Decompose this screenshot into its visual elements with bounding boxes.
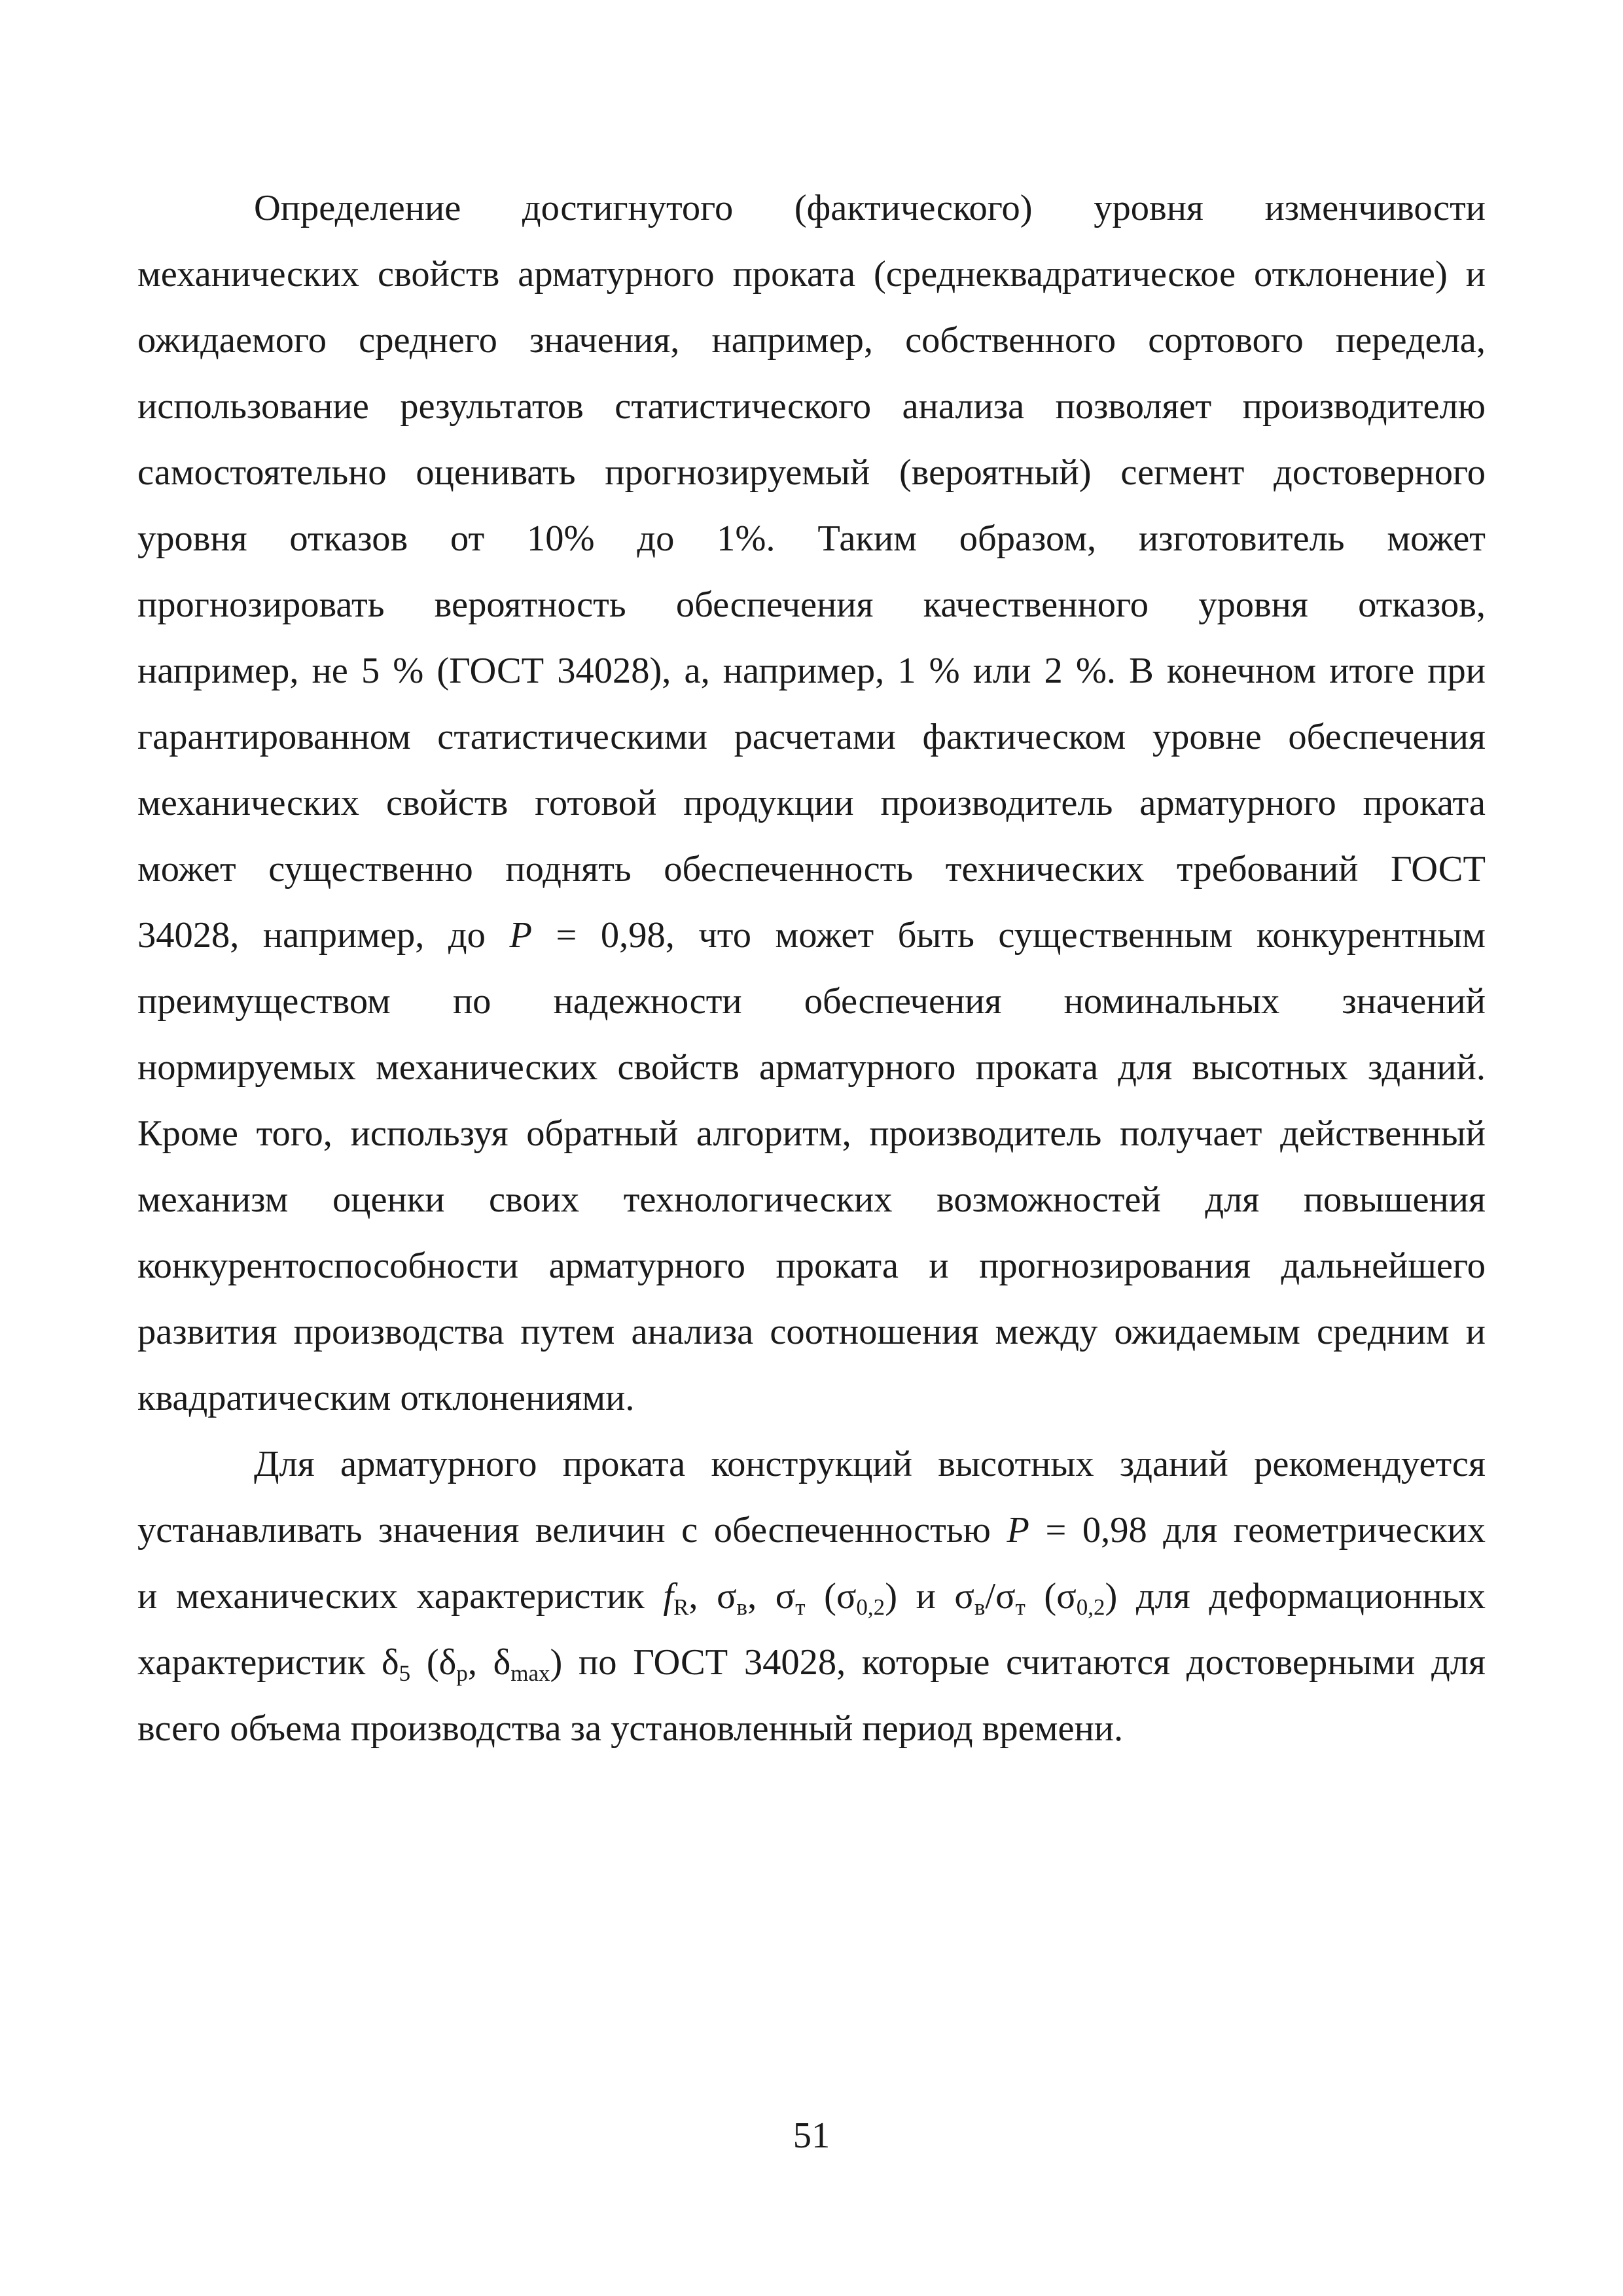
p1-line-5: самостоятельно оценивать прогнозируемый (вероятный) сегмент достоверного <box>137 452 1486 493</box>
p2-line-3-text: и механических характеристик <box>137 1576 664 1617</box>
p2-line-3-tail: ) для деформационных <box>1105 1576 1486 1617</box>
p1-line-10: механических свойств готовой продукции производитель арматурного проката <box>137 783 1486 823</box>
p1-line-15: Кроме того, используя обратный алгоритм, производитель получает действенный <box>137 1113 1486 1154</box>
sigma-text: , σ <box>747 1576 796 1617</box>
p1-line-8: например, не 5 % (ГОСТ 34028), а, например, 1 % или 2 %. В конечном итоге при <box>137 651 1486 691</box>
sigma-subscript: т <box>1015 1594 1026 1620</box>
probability-variable: P <box>1007 1510 1029 1551</box>
p1-line-11: может существенно поднять обеспеченность технических требований ГОСТ <box>137 849 1486 889</box>
page-number: 51 <box>793 2115 830 2156</box>
p1-line-13: преимуществом по надежности обеспечения номинальных значений <box>137 981 1486 1022</box>
p2-line-2-text-a: устанавливать значения величин с обеспеченностью <box>137 1510 991 1551</box>
p1-line-1: Определение достигнутого (фактического) уровня изменчивости <box>254 188 1486 228</box>
p1-line-19: квадратическим отклонениями. <box>137 1378 635 1418</box>
p1-line-14: нормируемых механических свойств арматурного проката для высотных зданий. <box>137 1047 1486 1088</box>
delta-subscript: 5 <box>399 1660 411 1686</box>
p2-line-2-text-b: = 0,98 для геометрических <box>1045 1510 1486 1551</box>
sigma-text: /σ <box>985 1576 1016 1617</box>
p1-line-9: гарантированном статистическими расчетами фактическом уровне обеспечения <box>137 717 1486 757</box>
p1-line-16: механизм оценки своих технологических возможностей для повышения <box>137 1179 1486 1220</box>
p2-line-3 <box>137 1564 1486 1630</box>
delta-text: (δ <box>410 1642 457 1683</box>
delta-text: , δ <box>467 1642 511 1683</box>
p2-line-1: Для арматурного проката конструкций высотных зданий рекомендуется <box>254 1444 1486 1484</box>
p2-line-4-tail: ) по ГОСТ 34028, которые считаются достоверными для <box>550 1642 1486 1683</box>
sigma-subscript: в <box>974 1594 986 1620</box>
strength-symbol: f <box>663 1576 674 1617</box>
sigma-subscript: 0,2 <box>1076 1594 1105 1620</box>
p1-line-17: конкурентоспособности арматурного проката и прогнозирования дальнейшего <box>137 1246 1486 1286</box>
p2-line-4 <box>137 1630 1486 1696</box>
p1-line-3: ожидаемого среднего значения, например, собственного сортового передела, <box>137 320 1486 361</box>
p2-line-5: всего объема производства за установленный период времени. <box>137 1708 1124 1749</box>
sigma-subscript: т <box>795 1594 806 1620</box>
p1-line-12 <box>137 903 1486 969</box>
sigma-subscript: 0,2 <box>856 1594 885 1620</box>
p1-line-18: развития производства путем анализа соотношения между ожидаемым средним и <box>137 1312 1486 1352</box>
delta-text: характеристик δ <box>137 1642 399 1683</box>
p1-line-12-text-a: 34028, например, до <box>137 915 486 956</box>
p1-line-2: механических свойств арматурного проката (среднеквадратическое отклонение) и <box>137 254 1486 295</box>
delta-subscript: max <box>510 1660 550 1686</box>
sigma-text: (σ <box>1025 1576 1077 1617</box>
sigma-text: , σ <box>688 1576 737 1617</box>
p1-line-4: использование результатов статистического анализа позволяет производителю <box>137 386 1486 427</box>
p1-line-6: уровня отказов от 10% до 1%. Таким образом, изготовитель может <box>137 518 1486 559</box>
p1-line-7: прогнозировать вероятность обеспечения качественного уровня отказов, <box>137 584 1486 625</box>
body-text <box>137 175 1486 1762</box>
probability-variable: P <box>509 915 532 956</box>
p1-line-12-text-b: = 0,98, что может быть существенным конкурентным <box>556 915 1486 956</box>
sigma-subscript: в <box>736 1594 748 1620</box>
strength-subscript: R <box>673 1594 689 1620</box>
p2-line-2 <box>137 1498 1486 1564</box>
delta-subscript: р <box>456 1660 468 1686</box>
sigma-text: ) и σ <box>885 1576 974 1617</box>
sigma-text: (σ <box>805 1576 857 1617</box>
